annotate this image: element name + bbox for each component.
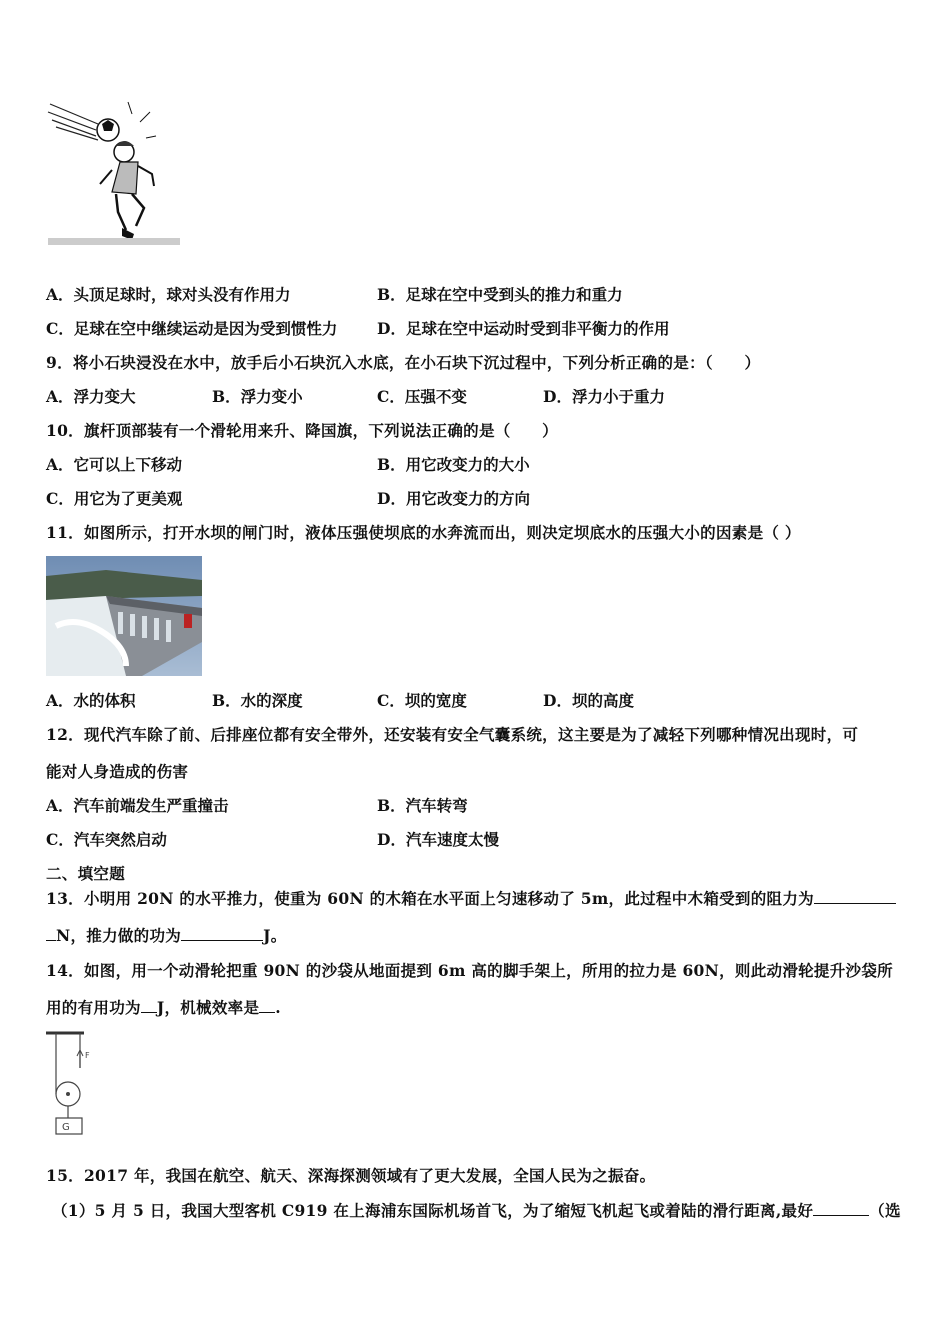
q9-option-d: D．浮力小于重力: [543, 387, 665, 406]
q8-option-d: D．足球在空中运动时受到非平衡力的作用: [377, 319, 670, 338]
weight-label: G: [62, 1122, 70, 1133]
q15-sub1: [52, 1201, 901, 1221]
q14-text-1: 用的有用功为: [46, 998, 141, 1017]
q8-option-c: C．足球在空中继续运动是因为受到惯性力: [46, 319, 338, 338]
q8-option-b: B．足球在空中受到头的推力和重力: [377, 285, 623, 304]
q9-option-b: B．浮力变小: [212, 387, 303, 406]
q11-option-a: A．水的体积: [46, 691, 136, 710]
q13-blank-1[interactable]: [814, 889, 896, 904]
q13-line2: [46, 926, 287, 946]
q13-text-2: N，推力做的功为: [56, 926, 182, 945]
dam-photo: [46, 556, 202, 676]
q14-blank-2[interactable]: [259, 998, 275, 1013]
q12-stem-line2: 能对人身造成的伤害: [46, 762, 189, 781]
q10-option-b: B．用它改变力的大小: [377, 455, 530, 474]
q12-option-d: D．汽车速度太慢: [377, 830, 499, 849]
q14-text-2: J，机械效率是: [156, 998, 260, 1017]
q9-option-a: A．浮力变大: [46, 387, 136, 406]
q8-option-a: A．头顶足球时，球对头没有作用力: [46, 285, 291, 304]
q10-option-a: A．它可以上下移动: [46, 455, 183, 474]
q11-option-b: B．水的深度: [212, 691, 303, 710]
q11-option-c: C．坝的宽度: [377, 691, 467, 710]
q12-option-b: B．汽车转弯: [377, 796, 468, 815]
q14-line1: 14．如图，用一个动滑轮把重 90N 的沙袋从地面提到 6m 高的脚手架上，所用的拉力是 60N，则此动滑轮提升沙袋所: [46, 961, 893, 980]
q13-line1: [46, 889, 896, 909]
q15-stem: 15．2017 年，我国在航空、航天、深海探测领域有了更大发展，全国人民为之振奋。: [46, 1166, 656, 1185]
q12-option-c: C．汽车突然启动: [46, 830, 167, 849]
q10-option-d: D．用它改变力的方向: [377, 489, 530, 508]
section-title-fill-in: 二、填空题: [46, 864, 126, 883]
soccer-header-illustration: [46, 100, 186, 250]
q11-stem: 11．如图所示，打开水坝的闸门时，液体压强使坝底的水奔流而出，则决定坝底水的压强大小的因素是（ ）: [46, 523, 801, 542]
force-label: F: [85, 1051, 90, 1060]
q10-option-c: C．用它为了更美观: [46, 489, 183, 508]
q13-blank-1-cont[interactable]: [46, 926, 56, 941]
q13-blank-2[interactable]: [181, 926, 263, 941]
q9-option-c: C．压强不变: [377, 387, 467, 406]
q12-option-a: A．汽车前端发生严重撞击: [46, 796, 229, 815]
q15-sub1-tail: （选: [869, 1201, 901, 1220]
q9-stem: 9．将小石块浸没在水中，放手后小石块沉入水底，在小石块下沉过程中，下列分析正确的是：（ ）: [46, 353, 761, 372]
pulley-diagram: [44, 1028, 106, 1140]
q15-blank-1[interactable]: [813, 1201, 869, 1216]
q10-stem: 10．旗杆顶部装有一个滑轮用来升、降国旗，下列说法正确的是（ ）: [46, 421, 558, 440]
q14-line2: [46, 998, 281, 1018]
q11-option-d: D．坝的高度: [543, 691, 634, 710]
q14-blank-1[interactable]: [141, 998, 157, 1013]
q13-text-3: J。: [263, 926, 287, 945]
q15-sub1-text: （1）5 月 5 日，我国大型客机 C919 在上海浦东国际机场首飞，为了缩短飞机起飞或着陆的滑行距离,最好: [52, 1201, 814, 1220]
q12-stem-line1: 12．现代汽车除了前、后排座位都有安全带外，还安装有安全气囊系统，这主要是为了减轻下列哪种情况出现时，可: [46, 725, 859, 744]
q14-text-3: .: [275, 998, 281, 1017]
q13-text-1: 13．小明用 20N 的水平推力，使重为 60N 的木箱在水平面上匀速移动了 5m，此过程中木箱受到的阻力为: [46, 889, 814, 908]
